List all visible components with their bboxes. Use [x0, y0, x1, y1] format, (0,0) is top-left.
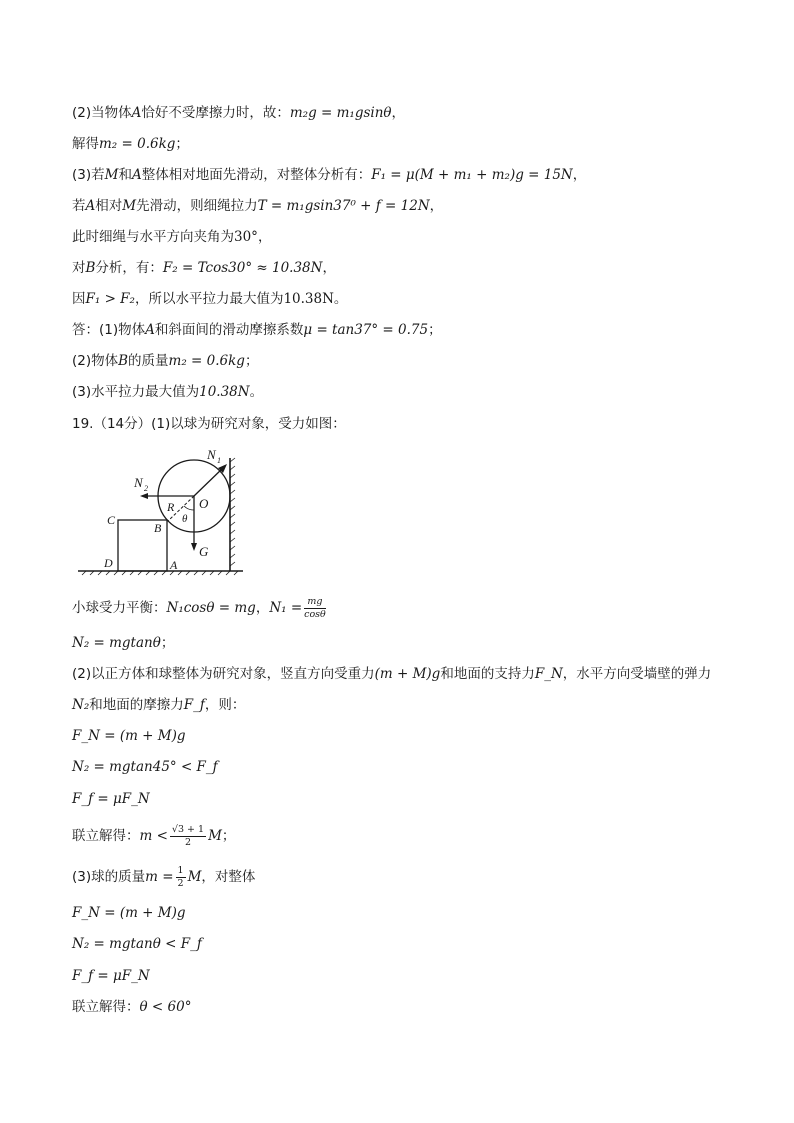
label-n1-sub: 1: [217, 456, 221, 465]
question-19-heading: 19.（14分）(1)以球为研究对象，受力如图：: [72, 416, 346, 432]
answer-line-1: 答：(1)物体A和斜面间的滑动摩擦系数μ = tan37° = 0.75；: [72, 322, 442, 338]
equation-n2-45: N₂ = mgtan45° < F_f: [72, 759, 218, 775]
solution-line-5: 此时细绳与水平方向夹角为30°，: [72, 229, 272, 245]
equation-ff-2: F_f = μF_N: [72, 968, 150, 984]
solution-line-20: (3)球的质量m = $\frac{1}{2}$ M，对整体: [72, 865, 256, 889]
solution-line-6: 对B分析，有：F₂ = Tcos30° ≈ 10.38N，: [72, 260, 336, 276]
equation-n2-theta: N₂ = mgtanθ < F_f: [72, 936, 202, 952]
label-theta: θ: [182, 513, 188, 525]
solution-line-15: N₂和地面的摩擦力F_f，则：: [72, 697, 246, 713]
solution-line-14: (2)以正方体和球整体为研究对象，竖直方向受重力(m + M)g和地面的支持力F_N，水平方向受墙壁的弹力: [72, 666, 712, 682]
label-n2: N: [134, 475, 143, 490]
solution-line-1: (2)当物体A恰好不受摩擦力时，故：m₂g = m₁gsinθ，: [72, 105, 406, 121]
theta-arc: [184, 506, 194, 510]
n2-arrowhead: [140, 493, 148, 499]
equation-ff-1: F_f = μF_N: [72, 791, 150, 807]
solution-line-12: 小球受力平衡：N₁cosθ = mg，N₁ = $\frac{mg}{\cos\theta}$: [72, 596, 326, 620]
label-a: A: [170, 558, 178, 572]
answer-line-2: (2)物体B的质量m₂ = 0.6kg；: [72, 353, 259, 369]
fraction-mg-over-cos: $\frac{mg}{\cos\theta}$: [304, 596, 326, 620]
solution-line-7: 因F₁ > F₂，所以水平拉力最大值为10.38N。: [72, 291, 348, 307]
g-arrowhead: [191, 543, 197, 551]
solution-line-13: N₂ = mgtanθ；: [72, 635, 175, 651]
label-r: R: [167, 500, 175, 514]
label-b: B: [154, 521, 162, 535]
label-d: D: [104, 556, 113, 570]
solution-line-4: 若A相对M先滑动，则细绳拉力T = m₁gsin37⁰ + f = 12N，: [72, 198, 444, 214]
label-n2-sub: 2: [144, 484, 148, 493]
solution-line-24: 联立解得：θ < 60°: [72, 999, 192, 1015]
label-o: O: [199, 496, 209, 511]
fraction-sqrt3-plus-1-over-2: $\frac{√3 + 1}{2}$: [171, 824, 205, 848]
solution-line-2: 解得m₂ = 0.6kg；: [72, 136, 189, 152]
equation-fn-1: F_N = (m + M)g: [72, 728, 186, 744]
label-g: G: [199, 544, 209, 559]
equation-fn-2: F_N = (m + M)g: [72, 905, 186, 921]
n1-arrow: [194, 467, 224, 496]
fraction-one-half: $\frac{1}{2}$: [177, 865, 184, 889]
force-diagram: [72, 446, 247, 576]
solution-line-3: (3)若M和A整体相对地面先滑动，对整体分析有：F₁ = μ(M + m₁ + m₂)g = 15N，: [72, 167, 587, 183]
label-n1: N: [207, 447, 216, 462]
label-c: C: [107, 513, 116, 527]
answer-line-3: (3)水平拉力最大值为10.38N。: [72, 384, 264, 400]
solution-line-19: 联立解得：m < $\frac{√3 + 1}{2}$ M；: [72, 824, 236, 848]
